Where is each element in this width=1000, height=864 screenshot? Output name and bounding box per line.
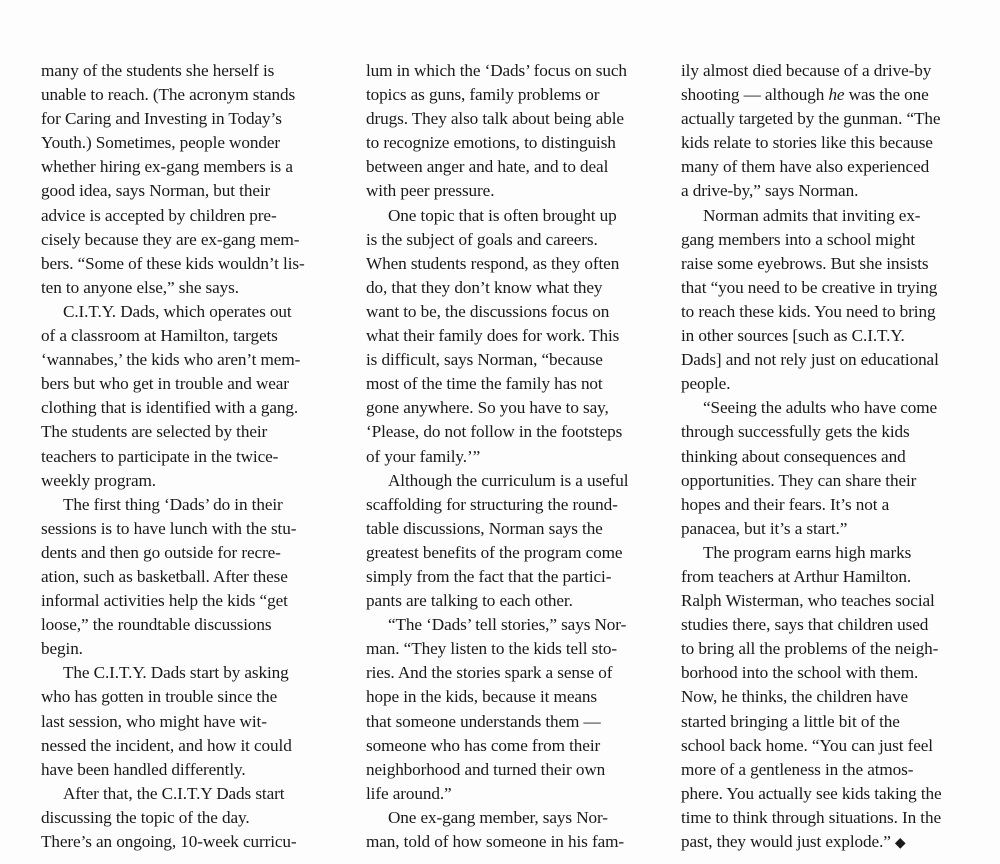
text-line [681, 517, 981, 541]
line-text: that someone understands them — [366, 711, 601, 731]
line-text: informal activities help the kids “get [41, 591, 288, 611]
text-line [366, 517, 666, 541]
text-line [366, 83, 666, 107]
line-text: raise some eyebrows. But she insists [681, 253, 929, 273]
line-text: want to be, the discussions focus on [366, 301, 610, 321]
text-line [366, 710, 666, 734]
text-line [366, 469, 666, 493]
line-text: The C.I.T.Y. Dads start by asking [63, 663, 289, 683]
text-line [681, 228, 981, 252]
text-line [681, 372, 981, 396]
text-line [681, 830, 981, 854]
line-text: gang members into a school might [681, 229, 916, 249]
line-text: do, that they don’t know what they [366, 277, 603, 297]
text-line [366, 806, 666, 830]
text-line [681, 469, 981, 493]
text-line [41, 637, 341, 661]
line-text: ily almost died because of a drive-by [681, 61, 932, 80]
text-line [366, 107, 666, 131]
text-line [41, 228, 341, 252]
article-column-3 [681, 59, 981, 854]
text-line [681, 396, 981, 420]
text-line [366, 565, 666, 589]
text-line [681, 204, 981, 228]
line-text: discussing the topic of the day. [41, 807, 250, 827]
text-line [681, 179, 981, 203]
text-line [366, 661, 666, 685]
line-text: time to think through situations. In the [681, 807, 941, 827]
text-line [41, 324, 341, 348]
text-line [41, 710, 341, 734]
text-line [366, 493, 666, 517]
text-line [41, 131, 341, 155]
text-line [681, 324, 981, 348]
text-line [681, 565, 981, 589]
line-text: There’s an ongoing, 10-week curricu- [41, 832, 297, 851]
article-column-2 [366, 59, 666, 854]
text-line [681, 806, 981, 830]
line-text: ‘Please, do not follow in the footsteps [366, 422, 623, 442]
line-text: One ex-gang member, says Nor- [388, 807, 608, 827]
line-text: topics as guns, family problems or [366, 85, 600, 105]
line-text: Ralph Wisterman, who teaches social [681, 591, 935, 611]
text-line [41, 300, 341, 324]
line-text: drugs. They also talk about being able [366, 109, 624, 129]
line-text: “Seeing the adults who have come [703, 398, 938, 418]
text-line [41, 782, 341, 806]
line-text: borhood into the school with them. [681, 663, 919, 683]
text-line [366, 830, 666, 854]
text-line [41, 517, 341, 541]
line-text: many of the students she herself is [41, 61, 275, 80]
line-text: opportunities. They can share their [681, 470, 917, 490]
text-line [681, 637, 981, 661]
line-text: school back home. “You can just feel [681, 735, 933, 755]
text-segment: was the one [844, 85, 929, 105]
line-text: of your family.’” [366, 446, 481, 466]
line-text: ation, such as basketball. After these [41, 566, 288, 586]
text-line [681, 83, 981, 107]
line-text: past, they would just explode.” [681, 832, 891, 851]
text-line [366, 179, 666, 203]
line-text: nessed the incident, and how it could [41, 735, 292, 755]
line-text: started bringing a little bit of the [681, 711, 900, 731]
line-text: “The ‘Dads’ tell stories,” says Nor- [388, 615, 627, 635]
line-text: whether hiring ex-gang members is a [41, 157, 293, 177]
line-text: lum in which the ‘Dads’ focus on such [366, 61, 627, 80]
line-text: last session, who might have wit- [41, 711, 267, 731]
line-text: scaffolding for structuring the round- [366, 494, 618, 514]
text-line [366, 613, 666, 637]
text-line [681, 661, 981, 685]
line-text: The program earns high marks [703, 542, 912, 562]
text-line [41, 469, 341, 493]
text-line [41, 541, 341, 565]
line-text: panacea, but it’s a start.” [681, 518, 848, 538]
text-line [366, 204, 666, 228]
line-text: ‘wannabes,’ the kids who aren’t mem- [41, 350, 301, 370]
line-text: hopes and their fears. It’s not a [681, 494, 890, 514]
text-line [41, 348, 341, 372]
text-line [41, 565, 341, 589]
text-line [41, 59, 341, 83]
line-text: gone anywhere. So you have to say, [366, 398, 609, 418]
line-text: kids relate to stories like this because [681, 133, 933, 153]
line-text: advice is accepted by children pre- [41, 205, 277, 225]
line-text: for Caring and Investing in Today’s [41, 109, 282, 129]
text-line [41, 204, 341, 228]
line-text: a drive-by,” says Norman. [681, 181, 859, 201]
text-line [41, 276, 341, 300]
line-text: between anger and hate, and to deal [366, 157, 609, 177]
line-text: clothing that is identified with a gang. [41, 398, 299, 418]
text-line [41, 734, 341, 758]
line-text: teachers to participate in the twice- [41, 446, 279, 466]
line-text: to bring all the problems of the neigh- [681, 639, 939, 659]
text-line [366, 685, 666, 709]
text-line [41, 661, 341, 685]
line-text: sessions is to have lunch with the stu- [41, 518, 297, 538]
line-text: good idea, says Norman, but their [41, 181, 271, 201]
text-line [681, 685, 981, 709]
line-text: phere. You actually see kids taking the [681, 783, 942, 803]
line-text: most of the time the family has not [366, 374, 603, 394]
line-text: bers but who get in trouble and wear [41, 374, 289, 394]
line-text: to reach these kids. You need to bring [681, 301, 936, 321]
text-line [366, 372, 666, 396]
line-text: neighborhood and turned their own [366, 759, 606, 779]
line-text: with peer pressure. [366, 181, 495, 201]
text-line [41, 372, 341, 396]
line-text: someone who has come from their [366, 735, 601, 755]
line-text: ten to anyone else,” she says. [41, 277, 239, 297]
line-text: man. “They listen to the kids tell sto- [366, 639, 618, 659]
text-line [681, 300, 981, 324]
text-line [681, 734, 981, 758]
text-line [366, 734, 666, 758]
line-text: is the subject of goals and careers. [366, 229, 598, 249]
line-text: The students are selected by their [41, 422, 268, 442]
text-segment: shooting — although [681, 85, 829, 105]
line-text: bers. “Some of these kids wouldn’t lis- [41, 253, 305, 273]
text-line [366, 155, 666, 179]
line-text: thinking about consequences and [681, 446, 906, 466]
line-text: from teachers at Arthur Hamilton. [681, 566, 912, 586]
line-text: life around.” [366, 783, 452, 803]
line-text: actually targeted by the gunman. “The [681, 109, 941, 129]
text-line [41, 107, 341, 131]
text-line [41, 806, 341, 830]
line-text: dents and then go outside for recre- [41, 542, 281, 562]
text-line [366, 589, 666, 613]
text-line [681, 107, 981, 131]
text-line [366, 300, 666, 324]
line-text: cisely because they are ex-gang mem- [41, 229, 300, 249]
text-line [41, 493, 341, 517]
text-line [366, 637, 666, 661]
line-text: Youth.) Sometimes, people wonder [41, 133, 281, 153]
text-line [366, 276, 666, 300]
text-line [41, 613, 341, 637]
text-line [366, 541, 666, 565]
line-text: is difficult, says Norman, “because [366, 350, 603, 370]
text-line [41, 83, 341, 107]
text-line [41, 396, 341, 420]
emphasized-word: he [828, 85, 845, 105]
line-text: studies there, says that children used [681, 615, 929, 635]
line-text: Although the curriculum is a useful [388, 470, 629, 490]
text-line [681, 589, 981, 613]
text-line [681, 59, 981, 83]
line-text: man, told of how someone in his fam- [366, 832, 624, 851]
text-line [41, 758, 341, 782]
text-line [681, 276, 981, 300]
text-line [681, 348, 981, 372]
line-text: of a classroom at Hamilton, targets [41, 326, 278, 346]
text-line [681, 782, 981, 806]
text-line [366, 396, 666, 420]
line-text: loose,” the roundtable discussions [41, 615, 272, 635]
line-text: have been handled differently. [41, 759, 246, 779]
line-text: what their family does for work. This [366, 326, 620, 346]
text-line [366, 324, 666, 348]
line-text: Now, he thinks, the children have [681, 687, 909, 707]
text-line [681, 252, 981, 276]
text-line [681, 445, 981, 469]
line-text: weekly program. [41, 470, 156, 490]
line-text: ries. And the stories spark a sense of [366, 663, 613, 683]
text-line [681, 131, 981, 155]
text-line [681, 420, 981, 444]
text-line [41, 830, 341, 854]
text-line [41, 685, 341, 709]
text-line [366, 59, 666, 83]
text-line [366, 131, 666, 155]
line-text: C.I.T.Y. Dads, which operates out [63, 301, 292, 321]
text-line [366, 228, 666, 252]
text-line [681, 541, 981, 565]
text-line [41, 252, 341, 276]
text-line [366, 782, 666, 806]
line-text: Dads] and not rely just on educational [681, 350, 939, 370]
line-text: One topic that is often brought up [388, 205, 617, 225]
line-text: When students respond, as they often [366, 253, 620, 273]
text-line [681, 493, 981, 517]
line-text: many of them have also experienced [681, 157, 930, 177]
text-line [366, 758, 666, 782]
text-line [366, 445, 666, 469]
text-line [681, 758, 981, 782]
text-line [41, 445, 341, 469]
line-text: The first thing ‘Dads’ do in their [63, 494, 283, 514]
line-text: Norman admits that inviting ex- [703, 205, 921, 225]
line-text: pants are talking to each other. [366, 591, 573, 611]
text-line [41, 420, 341, 444]
line-text: greatest benefits of the program come [366, 542, 623, 562]
line-text: in other sources [such as C.I.T.Y. [681, 326, 905, 346]
line-text: begin. [41, 639, 83, 659]
article-column-1 [41, 59, 341, 854]
text-line [681, 155, 981, 179]
text-line [41, 589, 341, 613]
text-line [366, 420, 666, 444]
line-text: more of a gentleness in the atmos- [681, 759, 914, 779]
line-text: people. [681, 374, 731, 394]
text-line [681, 710, 981, 734]
text-line [41, 155, 341, 179]
line-text: that “you need to be creative in trying [681, 277, 938, 297]
text-line [681, 613, 981, 637]
line-text: simply from the fact that the partici- [366, 566, 612, 586]
line-text: unable to reach. (The acronym stands [41, 85, 296, 105]
text-line [41, 179, 341, 203]
end-of-article-diamond-icon: ◆ [894, 836, 906, 851]
line-text: who has gotten in trouble since the [41, 687, 278, 707]
line-text: hope in the kids, because it means [366, 687, 597, 707]
line-text: After that, the C.I.T.Y Dads start [63, 783, 285, 803]
text-line [366, 348, 666, 372]
line-text: to recognize emotions, to distinguish [366, 133, 616, 153]
line-text: table discussions, Norman says the [366, 518, 603, 538]
text-line [366, 252, 666, 276]
line-text: through successfully gets the kids [681, 422, 910, 442]
